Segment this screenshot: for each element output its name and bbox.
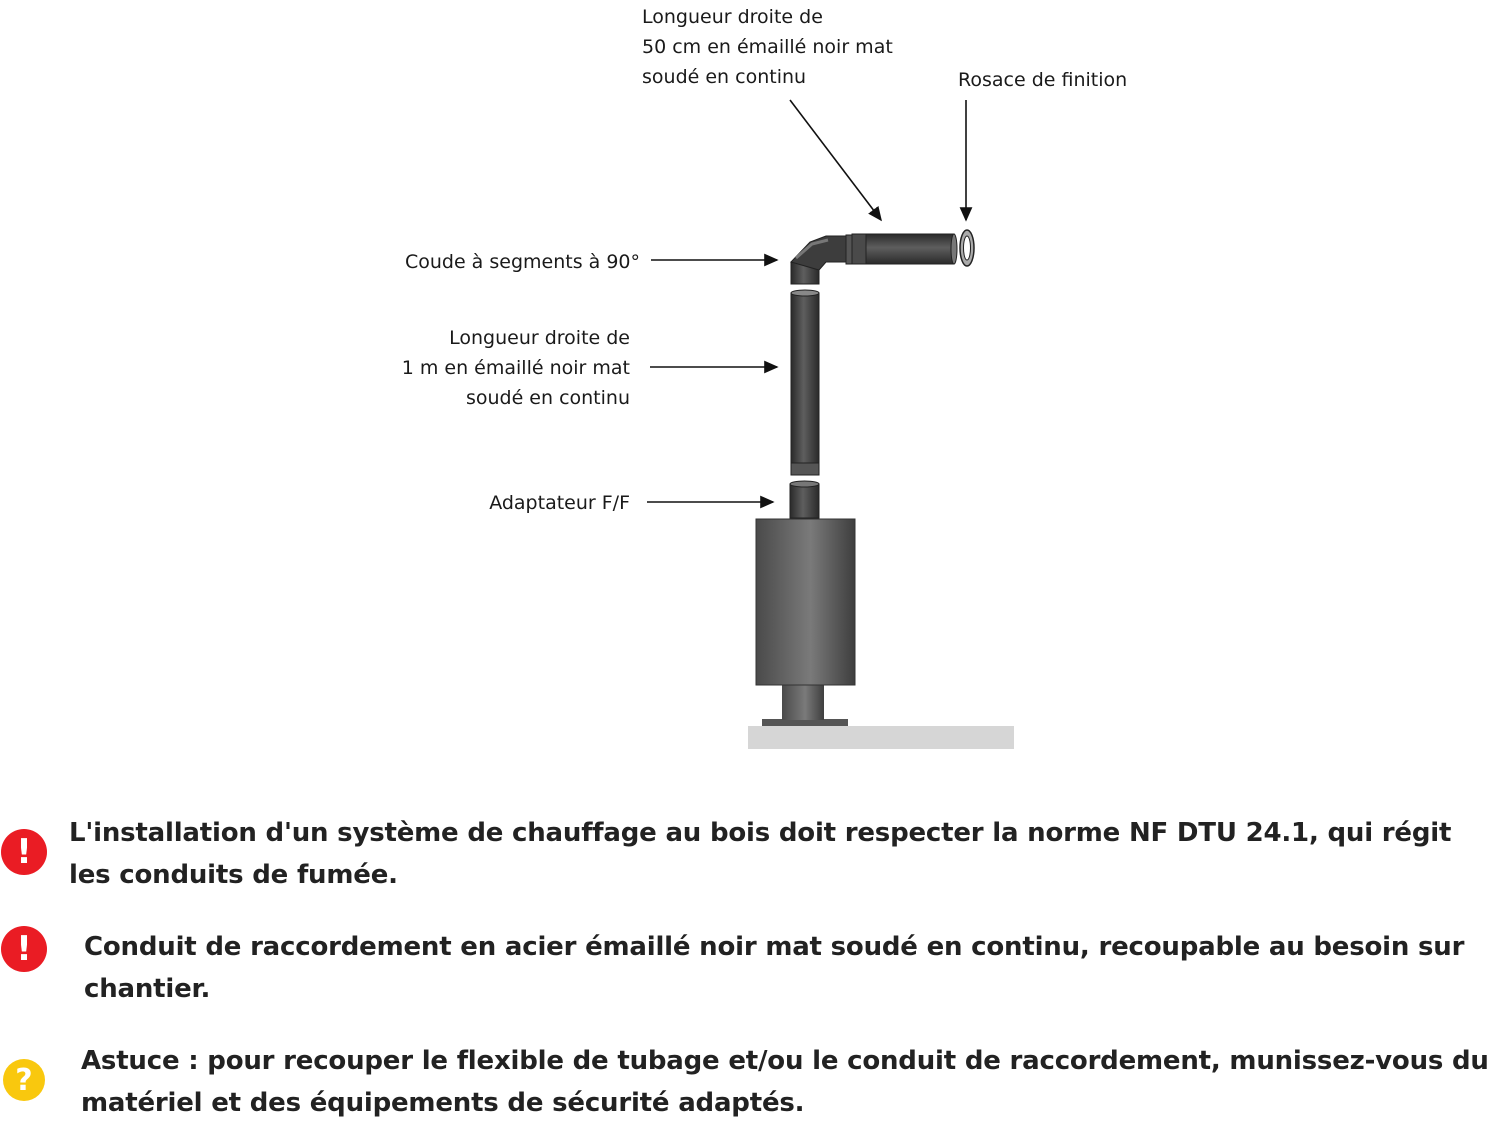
floor-slab — [748, 726, 1014, 749]
note-line: L'installation d'un système de chauffage au bois doit respecter la norme NF DTU 24.1, qui régit — [69, 818, 1452, 848]
label-pipe-1m — [402, 323, 630, 413]
note-line: matériel et des équipements de sécurité adaptés. — [81, 1088, 805, 1118]
label-line: soudé en continu — [465, 387, 630, 409]
note-conduit — [84, 926, 1464, 1010]
label-adaptateur — [489, 488, 630, 518]
pipe-50cm-part — [852, 234, 957, 264]
note-norme — [69, 812, 1451, 896]
exclamation-icon: ! — [1, 829, 47, 875]
label-line: Longueur droite de — [449, 327, 630, 349]
rosace-part — [960, 230, 974, 266]
label-coude — [405, 247, 640, 277]
label-line: Rosace de finition — [958, 69, 1128, 91]
label-line: Adaptateur F/F — [489, 492, 630, 514]
label-pipe-50cm — [642, 2, 893, 92]
note-line: Conduit de raccordement en acier émaillé noir mat soudé en continu, recoupable au besoin sur — [84, 932, 1465, 962]
note-line: chantier. — [84, 974, 211, 1004]
note-astuce — [81, 1040, 1489, 1124]
adaptateur-ff-part — [790, 481, 819, 518]
coude-90-part — [791, 235, 852, 284]
label-line: soudé en continu — [642, 66, 807, 88]
label-line: Coude à segments à 90° — [404, 251, 640, 273]
pipe-1m-part — [791, 290, 819, 475]
label-line: Longueur droite de — [642, 6, 823, 28]
question-icon: ? — [3, 1059, 45, 1101]
label-line: 1 m en émaillé noir mat — [401, 357, 630, 379]
exclamation-icon: ! — [1, 926, 47, 972]
stove-base-plate — [762, 719, 848, 726]
arrow-pipe-50cm — [790, 100, 881, 220]
label-rosace — [958, 65, 1127, 95]
note-line: Astuce : pour recouper le flexible de tubage et/ou le conduit de raccordement, munissez-vous du — [81, 1046, 1489, 1076]
label-line: 50 cm en émaillé noir mat — [642, 36, 893, 58]
stove-leg — [782, 684, 824, 720]
stove-body — [756, 519, 855, 685]
note-line: les conduits de fumée. — [69, 860, 398, 890]
